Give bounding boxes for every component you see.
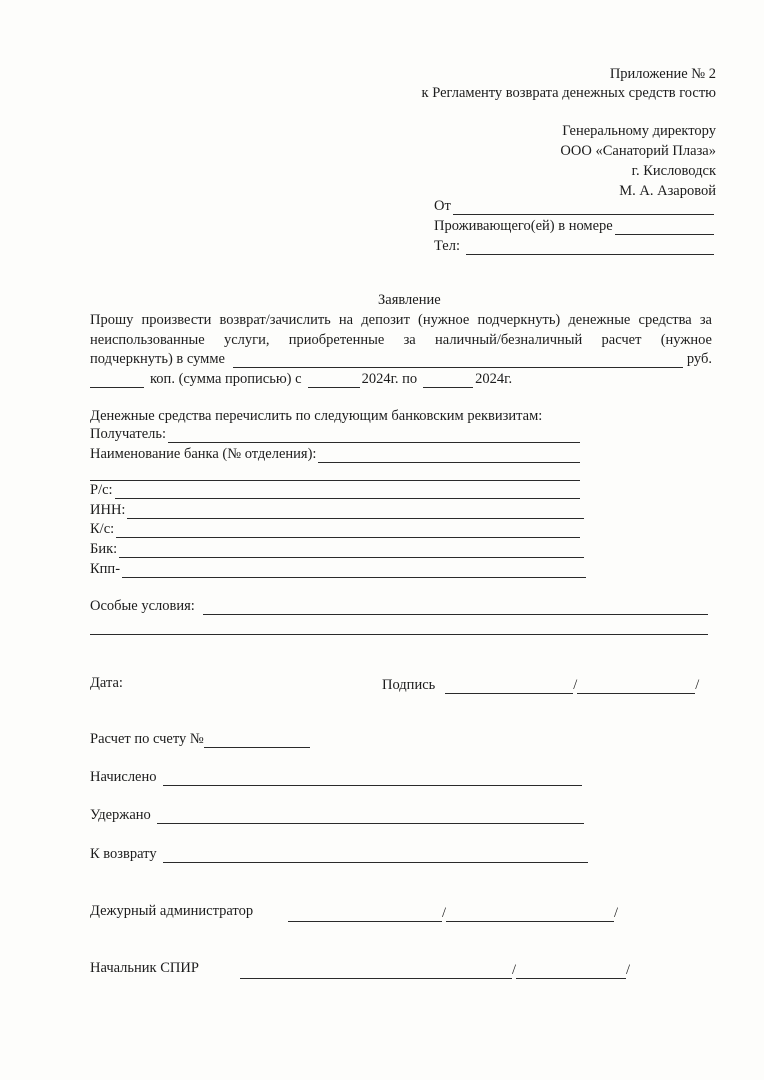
date-label: Дата: xyxy=(90,675,123,691)
appendix-title: Приложение № 2 xyxy=(609,66,716,82)
bik-line[interactable] xyxy=(119,545,584,558)
withheld-line[interactable] xyxy=(157,811,584,824)
inn-label: ИНН: xyxy=(90,502,126,518)
bank-name-label: Наименование банка (№ отделения): xyxy=(90,446,317,462)
from-label: От xyxy=(434,198,451,214)
date-from-line[interactable] xyxy=(308,374,360,388)
from-field[interactable] xyxy=(434,198,714,215)
period-row xyxy=(90,371,512,388)
kpp-label: Кпп- xyxy=(90,561,121,577)
addressee-company: ООО «Санаторий Плаза» xyxy=(560,143,716,159)
signature-slash: / xyxy=(573,677,578,693)
addressee-city: г. Кисловодск xyxy=(631,163,716,179)
inn-line[interactable] xyxy=(127,506,584,519)
year-from-label: 2024г. по xyxy=(361,371,418,387)
inn-field[interactable] xyxy=(90,502,584,519)
rs-field[interactable] xyxy=(90,482,580,499)
kpp-line[interactable] xyxy=(122,565,586,578)
account-line[interactable] xyxy=(204,734,310,748)
bank-name-extra-line[interactable] xyxy=(90,480,580,481)
addressee-name: М. А. Азаровой xyxy=(619,183,716,199)
head-signature-line[interactable] xyxy=(240,965,512,979)
charged-line[interactable] xyxy=(163,773,583,786)
signature-field[interactable] xyxy=(382,677,699,694)
date-to-line[interactable] xyxy=(423,374,473,388)
head-name-line[interactable] xyxy=(516,965,626,979)
ks-label: К/с: xyxy=(90,521,115,537)
year-to-label: 2024г. xyxy=(475,371,513,387)
kopeck-label: коп. (сумма прописью) с xyxy=(150,371,302,387)
refund-line[interactable] xyxy=(163,850,588,863)
signature-line[interactable] xyxy=(445,680,573,694)
rs-line[interactable] xyxy=(115,486,580,499)
ks-line[interactable] xyxy=(116,525,580,538)
admin-slash-end: / xyxy=(614,905,619,921)
admin-signature-field[interactable] xyxy=(288,905,618,922)
refund-field[interactable] xyxy=(90,846,588,863)
conditions-line[interactable] xyxy=(203,602,708,615)
signature-label: Подпись xyxy=(382,677,436,693)
head-signature-field[interactable] xyxy=(240,962,630,979)
admin-name-line[interactable] xyxy=(446,908,614,922)
refund-label: К возврату xyxy=(90,846,157,862)
signature-name-line[interactable] xyxy=(577,680,695,694)
room-label: Проживающего(ей) в номере xyxy=(434,218,613,234)
recipient-label: Получатель: xyxy=(90,426,167,442)
statement-line-2: неиспользованные услуги, приобретенные за наличный/безналичный расчет (нужное xyxy=(90,332,712,348)
phone-line[interactable] xyxy=(466,242,714,255)
from-line[interactable] xyxy=(453,202,714,215)
withheld-field[interactable] xyxy=(90,807,584,824)
phone-label: Тел: xyxy=(434,238,461,254)
statement-line-1: Прошу произвести возврат/зачислить на депозит (нужное подчеркнуть) денежные средства за xyxy=(90,312,712,328)
conditions-label: Особые условия: xyxy=(90,598,195,614)
bank-name-field[interactable] xyxy=(90,446,580,463)
amount-field[interactable] xyxy=(90,351,712,368)
rs-label: Р/с: xyxy=(90,482,113,498)
ks-field[interactable] xyxy=(90,521,580,538)
addressee-block xyxy=(560,121,716,201)
addressee-position: Генеральному директору xyxy=(562,123,716,139)
amount-line[interactable] xyxy=(233,355,683,368)
charged-field[interactable] xyxy=(90,769,582,786)
account-label: Расчет по счету № xyxy=(90,731,204,747)
signature-slash-end: / xyxy=(695,677,700,693)
admin-signature-line[interactable] xyxy=(288,908,442,922)
head-label: Начальник СПИР xyxy=(90,960,199,976)
recipient-line[interactable] xyxy=(168,430,580,443)
room-field[interactable] xyxy=(434,218,714,235)
admin-slash: / xyxy=(442,905,447,921)
room-line[interactable] xyxy=(615,222,714,235)
rub-label: руб. xyxy=(686,351,712,367)
kopeck-line[interactable] xyxy=(90,374,144,388)
head-slash-end: / xyxy=(626,962,631,978)
statement-line-3: подчеркнуть) в сумме xyxy=(90,351,225,367)
kpp-field[interactable] xyxy=(90,561,586,578)
statement-title: Заявление xyxy=(378,292,441,308)
bik-label: Бик: xyxy=(90,541,118,557)
head-slash: / xyxy=(512,962,517,978)
conditions-field[interactable] xyxy=(90,598,708,615)
account-field[interactable] xyxy=(90,731,310,748)
bank-name-line[interactable] xyxy=(318,450,580,463)
admin-label: Дежурный администратор xyxy=(90,903,254,919)
recipient-field[interactable] xyxy=(90,426,580,443)
phone-field[interactable] xyxy=(434,238,714,255)
conditions-line-2[interactable] xyxy=(90,634,708,635)
withheld-label: Удержано xyxy=(90,807,151,823)
charged-label: Начислено xyxy=(90,769,157,785)
bik-field[interactable] xyxy=(90,541,584,558)
appendix-reference: к Регламенту возврата денежных средств гостю xyxy=(421,85,716,101)
bank-intro: Денежные средства перечислить по следующим банковским реквизитам: xyxy=(90,408,543,424)
